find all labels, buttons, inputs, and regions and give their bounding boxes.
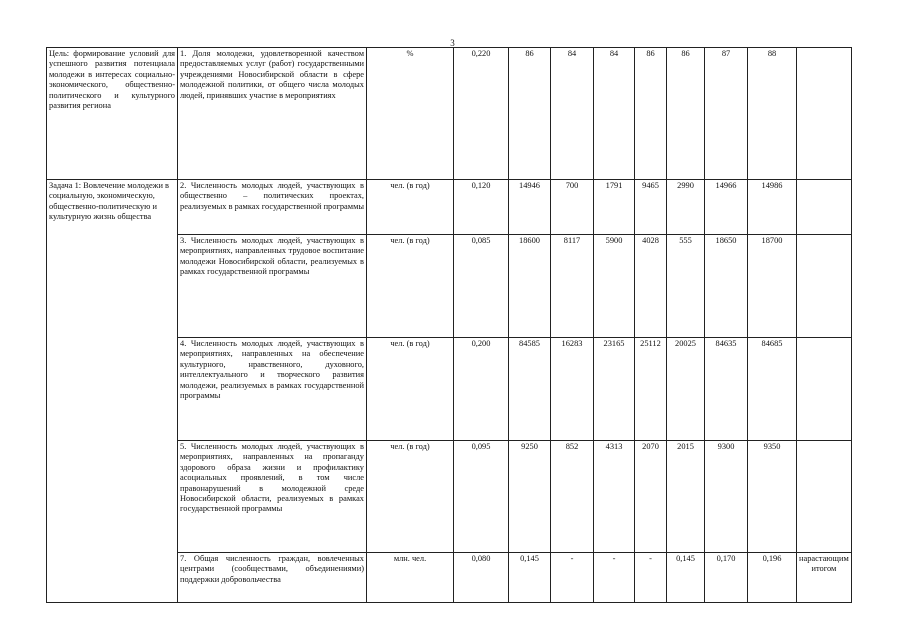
value-cell: 86 (635, 48, 667, 180)
value-cell: 20025 (667, 338, 705, 441)
indicator-cell: 3. Численность молодых людей, участвующих в мероприятиях, направленных трудовое воспитание молодежи Новосибирской области, реализуемых в рамках государственной программы (178, 235, 367, 338)
value-cell: 18600 (509, 235, 551, 338)
note-cell: нарастающим итогом (797, 553, 852, 603)
value-cell: 88 (748, 48, 797, 180)
indicators-table (46, 47, 852, 603)
value-cell: 9350 (748, 441, 797, 553)
unit-cell: чел. (в год) (367, 180, 454, 235)
value-cell: 0,196 (748, 553, 797, 603)
value-cell: 84685 (748, 338, 797, 441)
table-row (47, 180, 852, 235)
unit-cell: % (367, 48, 454, 180)
value-cell: 4313 (594, 441, 635, 553)
page-number: 3 (450, 38, 455, 48)
note-cell (797, 338, 852, 441)
weight-cell: 0,080 (454, 553, 509, 603)
indicator-cell: 2. Численность молодых людей, участвующих в общественно – политических проектах, реализуемых в рамках государственной программы (178, 180, 367, 235)
indicator-cell: 4. Численность молодых людей, участвующих в мероприятиях, направленных на обеспечение культурного, нравственного, духовного, интеллектуального и творческого развития молодежи, реализуемых в рамках государственной программы (178, 338, 367, 441)
value-cell: 9465 (635, 180, 667, 235)
weight-cell: 0,220 (454, 48, 509, 180)
task-cell: Задача 1: Вовлечение молодежи в социальную, экономическую, общественно-политическую и культурную жизнь общества (47, 180, 178, 603)
value-cell: 8117 (551, 235, 594, 338)
unit-cell: чел. (в год) (367, 338, 454, 441)
unit-cell: млн. чел. (367, 553, 454, 603)
unit-cell: чел. (в год) (367, 441, 454, 553)
unit-cell: чел. (в год) (367, 235, 454, 338)
value-cell: 852 (551, 441, 594, 553)
weight-cell: 0,085 (454, 235, 509, 338)
value-cell: 700 (551, 180, 594, 235)
weight-cell: 0,200 (454, 338, 509, 441)
value-cell: 84585 (509, 338, 551, 441)
value-cell: 16283 (551, 338, 594, 441)
weight-cell: 0,095 (454, 441, 509, 553)
value-cell: 555 (667, 235, 705, 338)
value-cell: 9300 (705, 441, 748, 553)
value-cell: 84 (594, 48, 635, 180)
table-body (47, 48, 852, 603)
value-cell: 2070 (635, 441, 667, 553)
value-cell: 14966 (705, 180, 748, 235)
value-cell: - (551, 553, 594, 603)
indicator-cell: 7. Общая численность граждан, вовлеченных центрами (сообществами, объединениями) поддержки добровольчества (178, 553, 367, 603)
value-cell: - (635, 553, 667, 603)
value-cell: 86 (509, 48, 551, 180)
value-cell: 18650 (705, 235, 748, 338)
value-cell: 84 (551, 48, 594, 180)
value-cell: 14946 (509, 180, 551, 235)
value-cell: 87 (705, 48, 748, 180)
value-cell: 0,145 (667, 553, 705, 603)
note-cell (797, 441, 852, 553)
value-cell: - (594, 553, 635, 603)
note-cell (797, 48, 852, 180)
value-cell: 84635 (705, 338, 748, 441)
value-cell: 14986 (748, 180, 797, 235)
table-row (47, 48, 852, 180)
value-cell: 2015 (667, 441, 705, 553)
note-cell (797, 180, 852, 235)
note-cell (797, 235, 852, 338)
value-cell: 9250 (509, 441, 551, 553)
value-cell: 1791 (594, 180, 635, 235)
value-cell: 0,145 (509, 553, 551, 603)
value-cell: 86 (667, 48, 705, 180)
indicator-cell: 5. Численность молодых людей, участвующих в мероприятиях, направленных на пропаганду здорового образа жизни и профилактику асоциальных проявлений, в том числе правонарушений в молодежной среде Новосибирской области, реализуемых в рамках государственной программы (178, 441, 367, 553)
value-cell: 23165 (594, 338, 635, 441)
value-cell: 18700 (748, 235, 797, 338)
value-cell: 25112 (635, 338, 667, 441)
value-cell: 0,170 (705, 553, 748, 603)
goal-cell: Цель: формирование условий для успешного развития потенциала молодежи в интересах социально-экономического, общественно-политического и культурного развития региона (47, 48, 178, 180)
weight-cell: 0,120 (454, 180, 509, 235)
value-cell: 5900 (594, 235, 635, 338)
value-cell: 2990 (667, 180, 705, 235)
value-cell: 4028 (635, 235, 667, 338)
indicator-cell: 1. Доля молодежи, удовлетворенной качеством предоставляемых услуг (работ) государственными учреждениями Новосибирской области в сфере молодежной политики, от общего числа молодых людей, принявших участие в мероприятиях (178, 48, 367, 180)
